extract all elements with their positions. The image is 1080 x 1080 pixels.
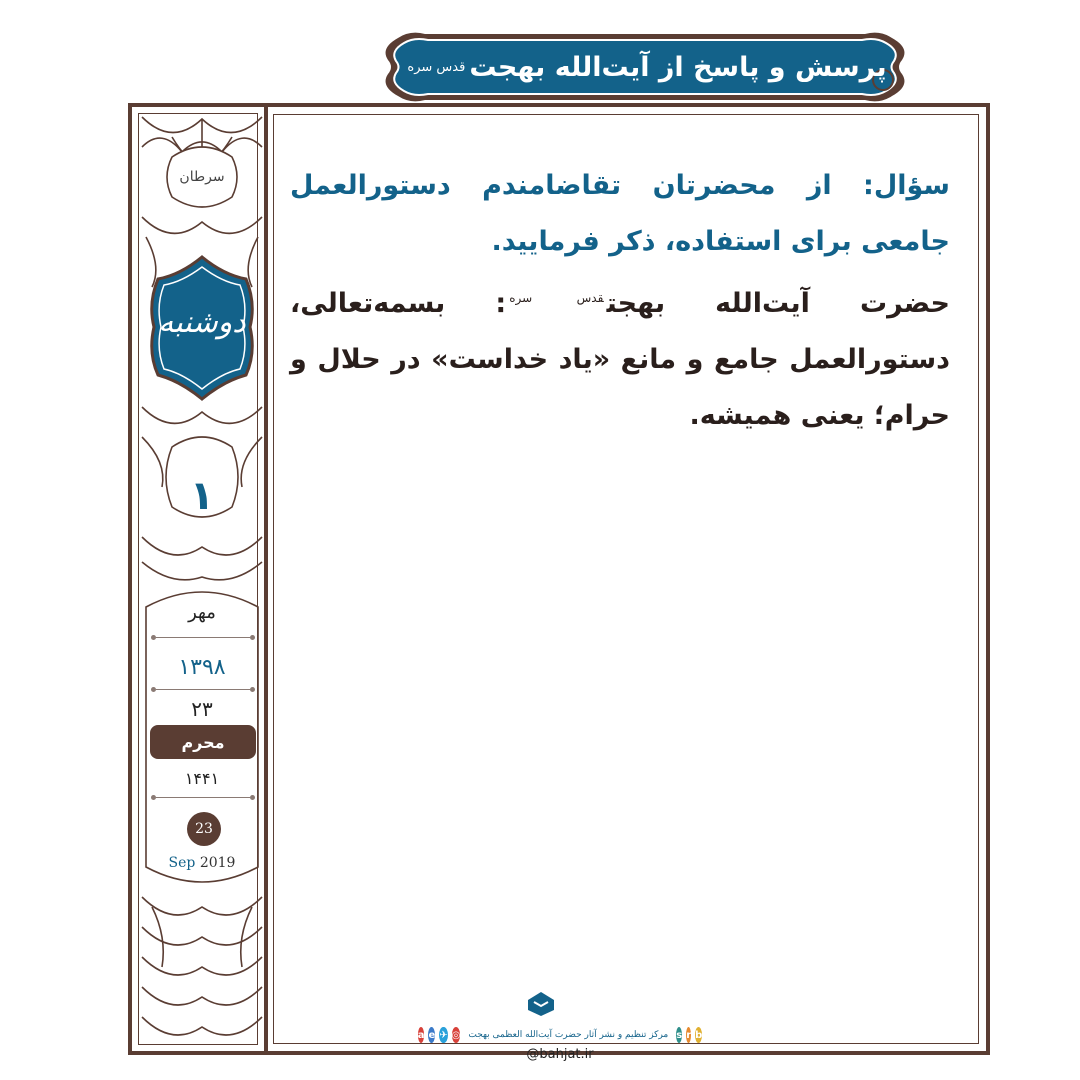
- hijri-year: ۱۴۴۱: [184, 769, 220, 788]
- answer-honorific: قدس سره: [509, 291, 604, 305]
- answer-body: : بسمه‌تعالی، دستورالعمل جامع و مانع «یاد خداست» در حلال و حرام؛ یعنی همیشه.: [290, 288, 950, 431]
- footer-signature: مرکز تنظیم و نشر آثار حضرت آیت‌الله العظمی بهجت: [468, 1030, 669, 1040]
- gregorian-month: Sep: [168, 855, 196, 871]
- answer-text: [290, 288, 950, 431]
- question-text: سؤال: از محضرتان تقاضامندم دستورالعمل جامعی برای استفاده، ذکر فرمایید.: [290, 170, 950, 257]
- instagram-icon[interactable]: ◎: [452, 1027, 461, 1043]
- logo-icon: [526, 990, 556, 1018]
- header-honorific: قدس سره: [407, 59, 466, 75]
- aparat-icon[interactable]: a: [418, 1027, 425, 1043]
- persian-month: مهر: [188, 602, 216, 623]
- divider: [156, 797, 250, 798]
- rubika-icon[interactable]: r: [686, 1027, 691, 1043]
- bale-icon[interactable]: b: [695, 1027, 702, 1043]
- day-number: ۱: [189, 473, 215, 519]
- solar-month-sign: سرطان: [179, 169, 225, 185]
- ornament-pattern: [132, 107, 272, 1059]
- header-banner: [380, 30, 910, 104]
- header-title: [407, 30, 887, 104]
- hijri-month-badge: محرم: [150, 725, 256, 759]
- eitaa-icon[interactable]: e: [428, 1027, 435, 1043]
- qa-block: [290, 158, 950, 444]
- weekday-label: دوشنبه: [158, 305, 246, 340]
- footer-social-row: [417, 1024, 703, 1046]
- gregorian-day-badge: 23: [187, 812, 221, 846]
- footer-handle[interactable]: @bahjat.ir: [526, 1047, 594, 1062]
- persian-year: ۱۳۹۸: [178, 655, 226, 680]
- gregorian-year: 2019: [199, 855, 236, 871]
- divider: [156, 689, 250, 690]
- answer-prefix: حضرت آیت‌الله بهجت: [606, 288, 950, 319]
- divider: [156, 637, 250, 638]
- telegram-icon[interactable]: ✈: [439, 1027, 447, 1043]
- hijri-day: ۲۳: [191, 697, 213, 721]
- header-title-text: پرسش و پاسخ از آیت‌الله بهجت: [469, 51, 887, 83]
- gregorian-month-year: [132, 855, 272, 871]
- soroush-icon[interactable]: s: [676, 1027, 682, 1043]
- calendar-column: [128, 103, 268, 1055]
